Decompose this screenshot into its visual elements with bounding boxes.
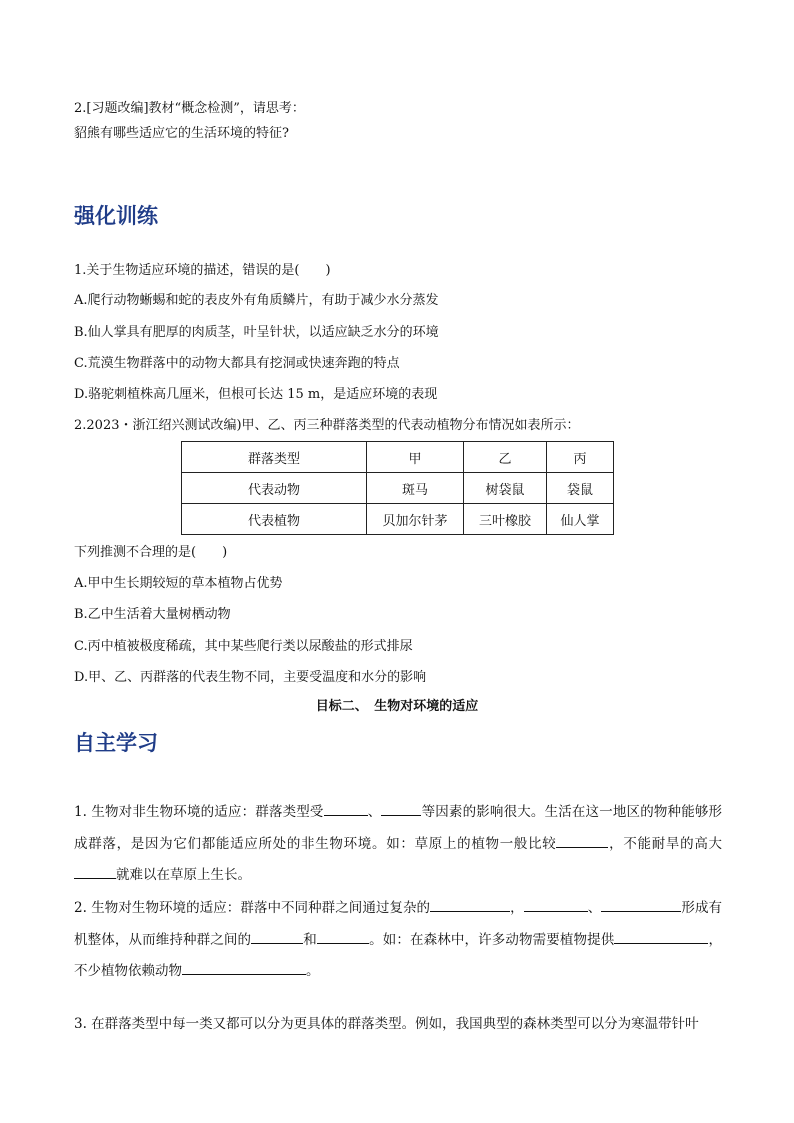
fill-blank[interactable] — [381, 802, 421, 816]
sq2-option-d: D.甲、乙、丙群落的代表生物不同，主要受温度和水分的影响 — [74, 670, 427, 685]
sq1-option-b: B.仙人掌具有肥厚的肉质茎，叶呈针状，以适应缺乏水分的环境 — [74, 325, 439, 340]
sq1-option-c: C.荒漠生物群落中的动物大都具有挖洞或快速奔跑的特点 — [74, 356, 400, 371]
fill-blank[interactable] — [430, 898, 510, 912]
goal-title: 目标二、 生物对环境的适应 — [315, 699, 479, 714]
sq2-option-a: A.甲中生长期较短的草本植物占优势 — [74, 576, 283, 591]
paragraph-1: 1. 生物对非生物环境的适应：群落类型受 、 等因素的影响很大。生活在这一地区的物种能够形成群落，是因为它们都能适应所处的非生物环境。如：草原上的植物一般比较 ，不能耐旱的高大就难以在草原上生长。 — [74, 804, 723, 883]
table-header-cell: 丙 — [547, 442, 614, 473]
paragraph-2: 2. 生物对生物环境的适应：群落中不同种群之间通过复杂的 ， 、 形成有机整体，从而维持种群之间的 和 。如：在森林中，许多动物需要植物提供 ，不少植物依赖动物 。 — [74, 900, 723, 979]
fill-blank[interactable] — [556, 834, 608, 848]
fill-blank[interactable] — [324, 802, 368, 816]
sq2-after: 下列推测不合理的是( ) — [74, 545, 228, 560]
fill-blank[interactable] — [524, 898, 588, 912]
table-cell: 代表动物 — [182, 473, 367, 504]
table-cell: 袋鼠 — [547, 473, 614, 504]
sq1-stem: 1.关于生物适应环境的描述，错误的是( ) — [74, 263, 331, 278]
table-cell: 斑马 — [367, 473, 464, 504]
table-cell: 仙人掌 — [547, 504, 614, 535]
sq2-stem: 2.2023・浙江绍兴测试改编)甲、乙、丙三种群落类型的代表动植物分布情况如表所示： — [74, 418, 580, 433]
community-table — [181, 441, 614, 535]
table-row — [182, 473, 614, 504]
table-cell: 代表植物 — [182, 504, 367, 535]
fill-blank[interactable] — [251, 930, 303, 944]
table-cell: 贝加尔针茅 — [367, 504, 464, 535]
sq2-option-b: B.乙中生活着大量树栖动物 — [74, 607, 231, 622]
table-header-row — [182, 442, 614, 473]
table-cell: 三叶橡胶 — [464, 504, 547, 535]
sq1-option-d: D.骆驼刺植株高几厘米，但根可长达 15 m，是适应环境的表现 — [74, 387, 438, 402]
table-cell: 树袋鼠 — [464, 473, 547, 504]
fill-blank[interactable] — [614, 930, 708, 944]
question-2-text: 貂熊有哪些适应它的生活环境的特征? — [74, 126, 289, 141]
fill-blank[interactable] — [317, 930, 369, 944]
fill-blank[interactable] — [74, 865, 116, 879]
paragraph-3: 3. 在群落类型中每一类又都可以分为更具体的群落类型。例如，我国典型的森林类型可以分为寒温带针叶 — [74, 1016, 699, 1032]
table-header-cell: 乙 — [464, 442, 547, 473]
table-header-cell: 甲 — [367, 442, 464, 473]
fill-blank[interactable] — [601, 898, 681, 912]
fill-blank[interactable] — [182, 961, 306, 975]
section-heading-self-study: 自主学习 — [74, 731, 158, 755]
section-heading-strengthen: 强化训练 — [74, 204, 158, 228]
table-row — [182, 504, 614, 535]
sq2-option-c: C.丙中植被极度稀疏，其中某些爬行类以尿酸盐的形式排尿 — [74, 639, 413, 654]
table-header-cell: 群落类型 — [182, 442, 367, 473]
sq1-option-a: A.爬行动物蜥蜴和蛇的表皮外有角质鳞片，有助于减少水分蒸发 — [74, 293, 439, 308]
question-2-intro: 2.[习题改编]教材“概念检测”，请思考： — [74, 101, 305, 116]
